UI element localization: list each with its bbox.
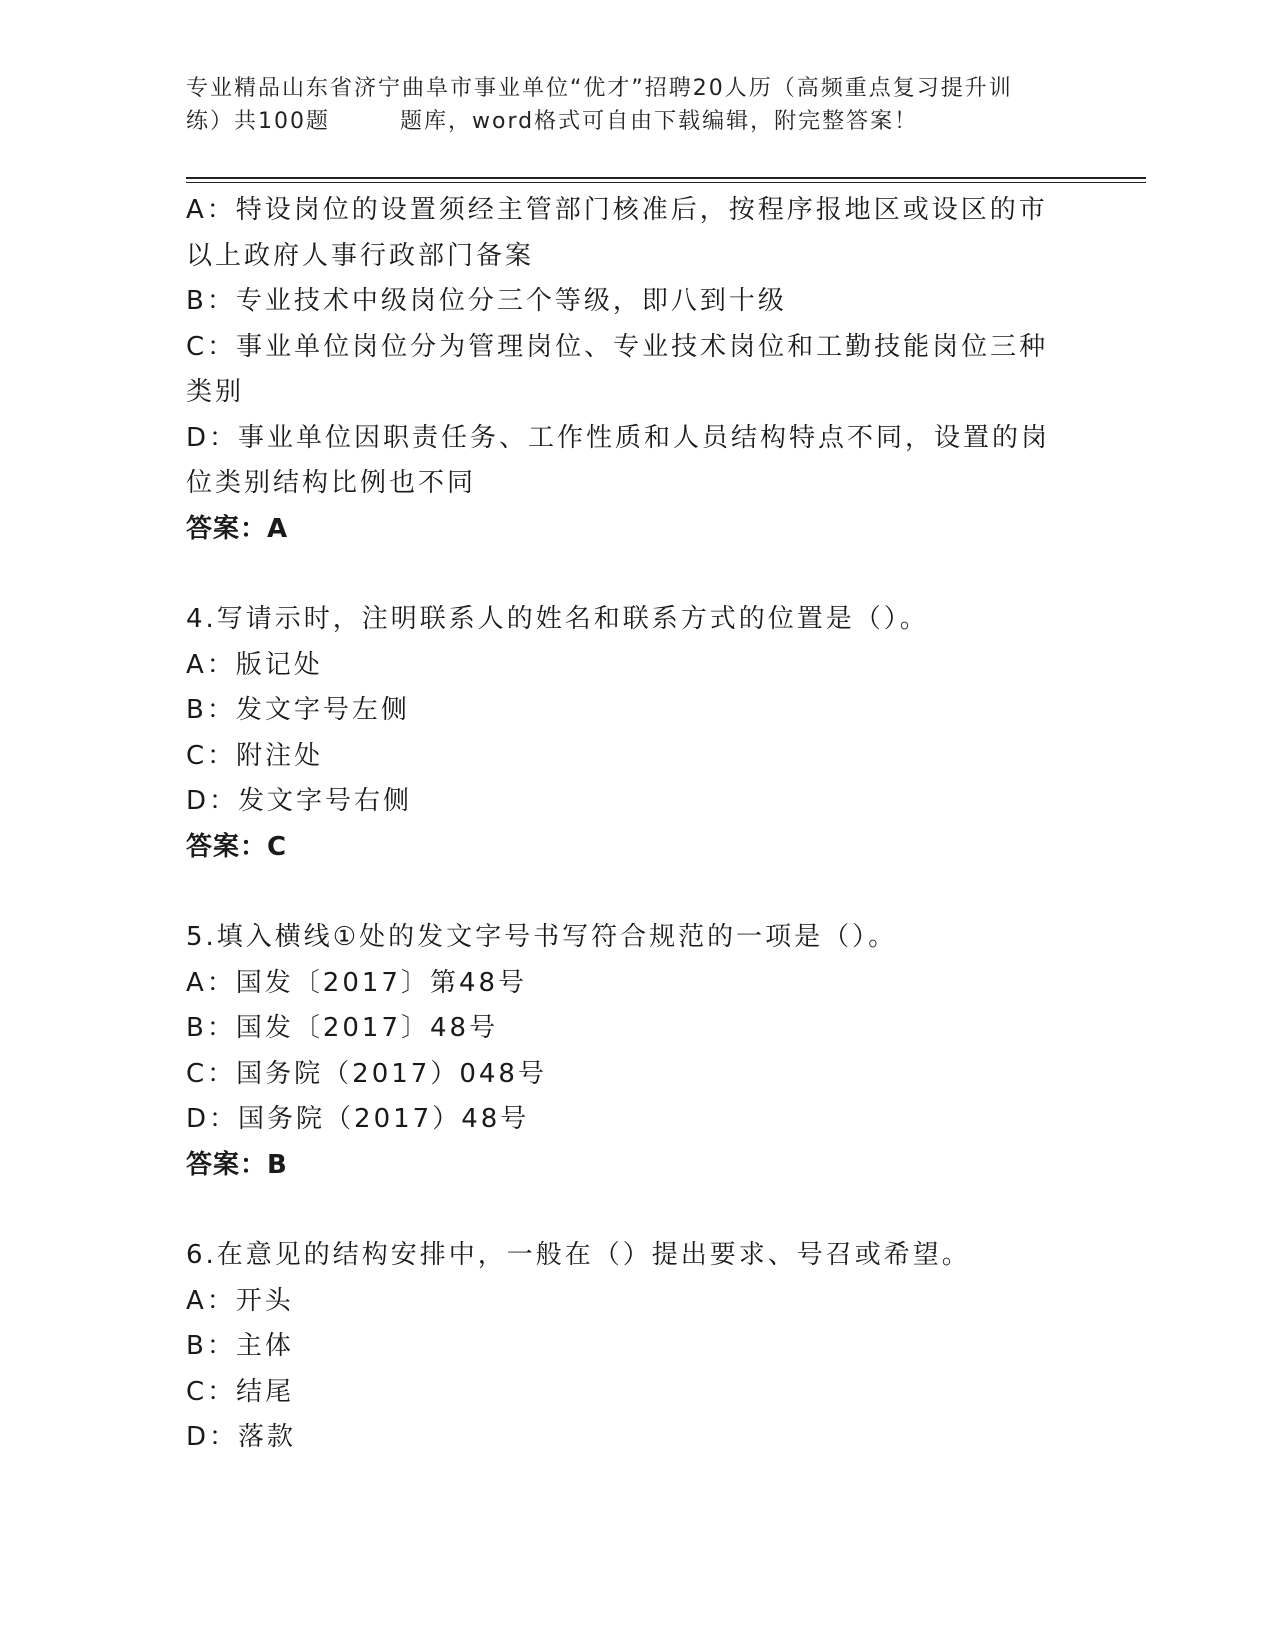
header-divider-thick [186,177,1146,179]
answer: 答案：A [186,513,289,544]
question-stem: 6.在意见的结构安排中，一般在（）提出要求、号召或希望。 [186,1240,971,1270]
question-list [186,188,1066,1461]
question-stem: 4.写请示时，注明联系人的姓名和联系方式的位置是（）。 [186,604,929,634]
option-c: C：附注处 [186,740,324,771]
header-divider-thin [186,182,1146,183]
option-c: C：结尾 [186,1376,295,1407]
question-6 [186,1233,1066,1461]
option-d: D：发文字号右侧 [186,786,413,816]
option-b: B：专业技术中级岗位分三个等级，即八到十级 [186,286,787,316]
question-5 [186,915,1066,1188]
option-b: B：主体 [186,1331,294,1361]
header-line-2-end: 题库，word格式可自由下载编辑，附完整答案！ [400,109,919,134]
question-4 [186,597,1066,870]
option-d: D：国务院（2017）48号 [186,1104,530,1134]
option-a: A：开头 [186,1285,294,1316]
option-d: D：事业单位因职责任务、工作性质和人员结构特点不同，设置的岗位类别结构比例也不同 [186,422,1051,498]
option-c: C：国务院（2017）048号 [186,1058,547,1089]
option-d: D：落款 [186,1422,297,1452]
document-header [186,72,1066,138]
header-line-1: 专业精品山东省济宁曲阜市事业单位“优才”招聘20人历（高频重点复习提升训 [186,76,1013,101]
question-stem: 5.填入横线①处的发文字号书写符合规范的一项是（）。 [186,922,898,952]
option-b: B：发文字号左侧 [186,695,410,725]
option-a: A：国发〔2017〕第48号 [186,967,528,998]
option-c: C：事业单位岗位分为管理岗位、专业技术岗位和工勤技能岗位三种类别 [186,331,1049,407]
header-line-2 [186,105,1066,138]
option-b: B：国发〔2017〕48号 [186,1013,499,1043]
question-3 [186,188,1066,552]
header-line-2-start: 练）共100题 [186,109,330,134]
option-a: A：特设岗位的设置须经主管部门核准后，按程序报地区或设区的市以上政府人事行政部门备案 [186,195,1048,271]
option-a: A：版记处 [186,649,323,680]
answer: 答案：B [186,1149,288,1180]
answer: 答案：C [186,831,288,862]
